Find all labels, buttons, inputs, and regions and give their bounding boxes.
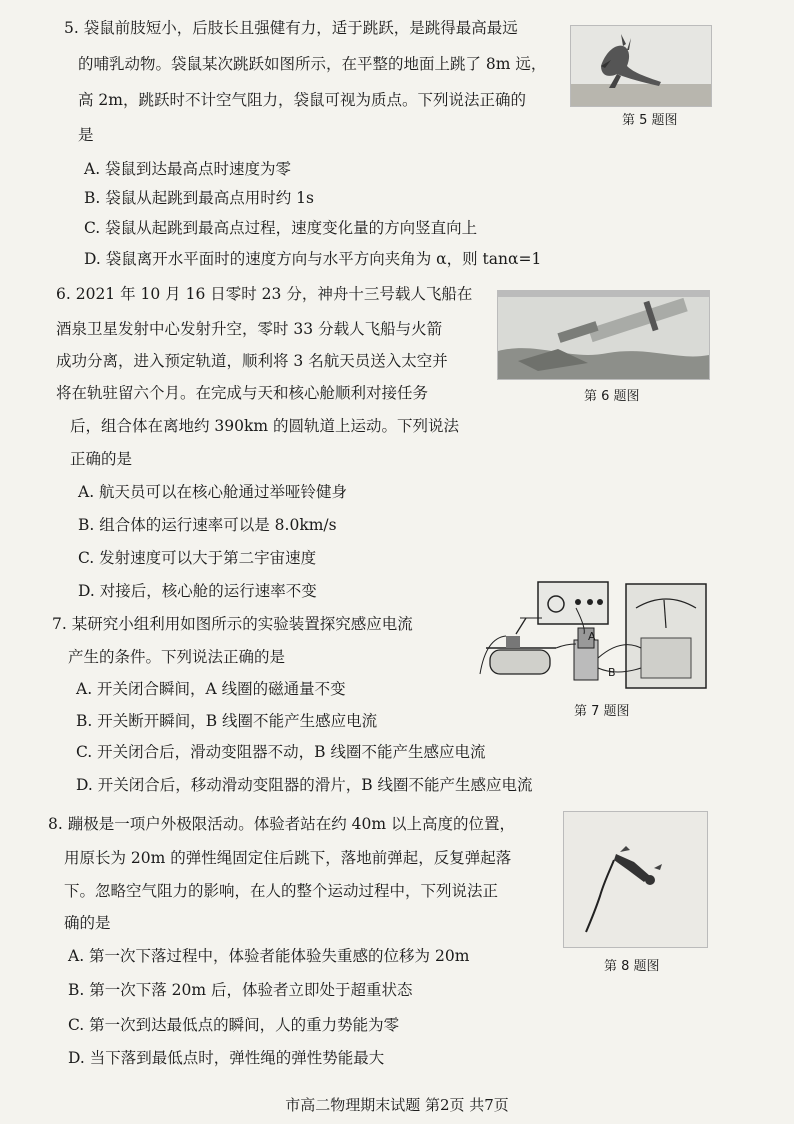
q5-option-c: C. 袋鼠从起跳到最高点过程，速度变化量的方向竖直向上 xyxy=(84,219,478,237)
q5-option-a: A. 袋鼠到达最高点时速度为零 xyxy=(84,160,292,178)
q6-stem-line1: 6. 2021 年 10 月 16 日零时 23 分，神舟十三号载人飞船在 xyxy=(56,285,473,303)
q6-option-b: B. 组合体的运行速率可以是 8.0km/s xyxy=(78,516,337,534)
induction-apparatus-figure xyxy=(476,578,708,693)
q8-option-c: C. 第一次到达最低点的瞬间，人的重力势能为零 xyxy=(68,1016,400,1034)
q6-option-c: C. 发射速度可以大于第二宇宙速度 xyxy=(78,549,317,567)
q8-figure-caption: 第 8 题图 xyxy=(604,959,660,974)
coil-b-label: B xyxy=(608,666,616,679)
q7-stem-line2: 产生的条件。下列说法正确的是 xyxy=(68,648,286,666)
q6-stem-line2: 酒泉卫星发射中心发射升空，零时 33 分载人飞船与火箭 xyxy=(56,320,443,338)
q8-option-a: A. 第一次下落过程中，体验者能体验失重感的位移为 20m xyxy=(68,947,470,965)
q6-option-a: A. 航天员可以在核心舱通过举哑铃健身 xyxy=(78,483,348,501)
q8-stem-line4: 确的是 xyxy=(64,914,111,932)
q5-stem-line3: 高 2m，跳跃时不计空气阻力，袋鼠可视为质点。下列说法正确的 xyxy=(78,91,526,109)
q5-stem-line2: 的哺乳动物。袋鼠某次跳跃如图所示，在平整的地面上跳了 8m 远， xyxy=(78,55,547,73)
q7-figure-caption: 第 7 题图 xyxy=(574,704,630,719)
q6-stem-line5: 后，组合体在离地约 390km 的圆轨道上运动。下列说法 xyxy=(70,417,460,435)
q6-stem-line3: 成功分离，进入预定轨道，顺利将 3 名航天员送入太空并 xyxy=(56,352,448,370)
q5-option-d: D. 袋鼠离开水平面时的速度方向与水平方向夹角为 α，则 tanα=1 xyxy=(84,250,542,268)
kangaroo-figure xyxy=(570,25,712,107)
q8-option-b: B. 第一次下落 20m 后，体验者立即处于超重状态 xyxy=(68,981,413,999)
q6-stem-line6: 正确的是 xyxy=(70,450,133,468)
q5-stem-line4: 是 xyxy=(78,126,94,144)
q6-option-d: D. 对接后，核心舱的运行速率不变 xyxy=(78,582,317,600)
q8-stem-line3: 下。忽略空气阻力的影响，在人的整个运动过程中，下列说法正 xyxy=(64,882,499,900)
q8-stem-line1: 8. 蹦极是一项户外极限活动。体验者站在约 40m 以上高度的位置， xyxy=(48,815,515,833)
q5-option-b: B. 袋鼠从起跳到最高点用时约 1s xyxy=(84,189,314,207)
spacecraft-figure xyxy=(497,290,710,380)
q7-option-c: C. 开关闭合后，滑动变阻器不动，B 线圈不能产生感应电流 xyxy=(76,743,486,761)
q7-option-b: B. 开关断开瞬间，B 线圈不能产生感应电流 xyxy=(76,712,378,730)
q5-figure-caption: 第 5 题图 xyxy=(622,113,678,128)
q7-stem-line1: 7. 某研究小组利用如图所示的实验装置探究感应电流 xyxy=(52,615,413,633)
q7-option-a: A. 开关闭合瞬间，A 线圈的磁通量不变 xyxy=(76,680,346,698)
q7-option-d: D. 开关闭合后，移动滑动变阻器的滑片，B 线圈不能产生感应电流 xyxy=(76,776,533,794)
q5-stem-line1: 5. 袋鼠前肢短小，后肢长且强健有力，适于跳跃，是跳得最高最远 xyxy=(64,19,518,37)
page-footer: 市高二物理期末试题 第2页 共7页 xyxy=(285,1096,509,1114)
q6-stem-line4: 将在轨驻留六个月。在完成与天和核心舱顺利对接任务 xyxy=(56,384,429,402)
q6-figure-caption: 第 6 题图 xyxy=(584,389,640,404)
q8-stem-line2: 用原长为 20m 的弹性绳固定住后跳下，落地前弹起，反复弹起落 xyxy=(64,849,512,867)
bungee-figure xyxy=(563,811,708,948)
coil-a-label: A xyxy=(588,630,596,643)
q8-option-d: D. 当下落到最低点时，弹性绳的弹性势能最大 xyxy=(68,1049,385,1067)
